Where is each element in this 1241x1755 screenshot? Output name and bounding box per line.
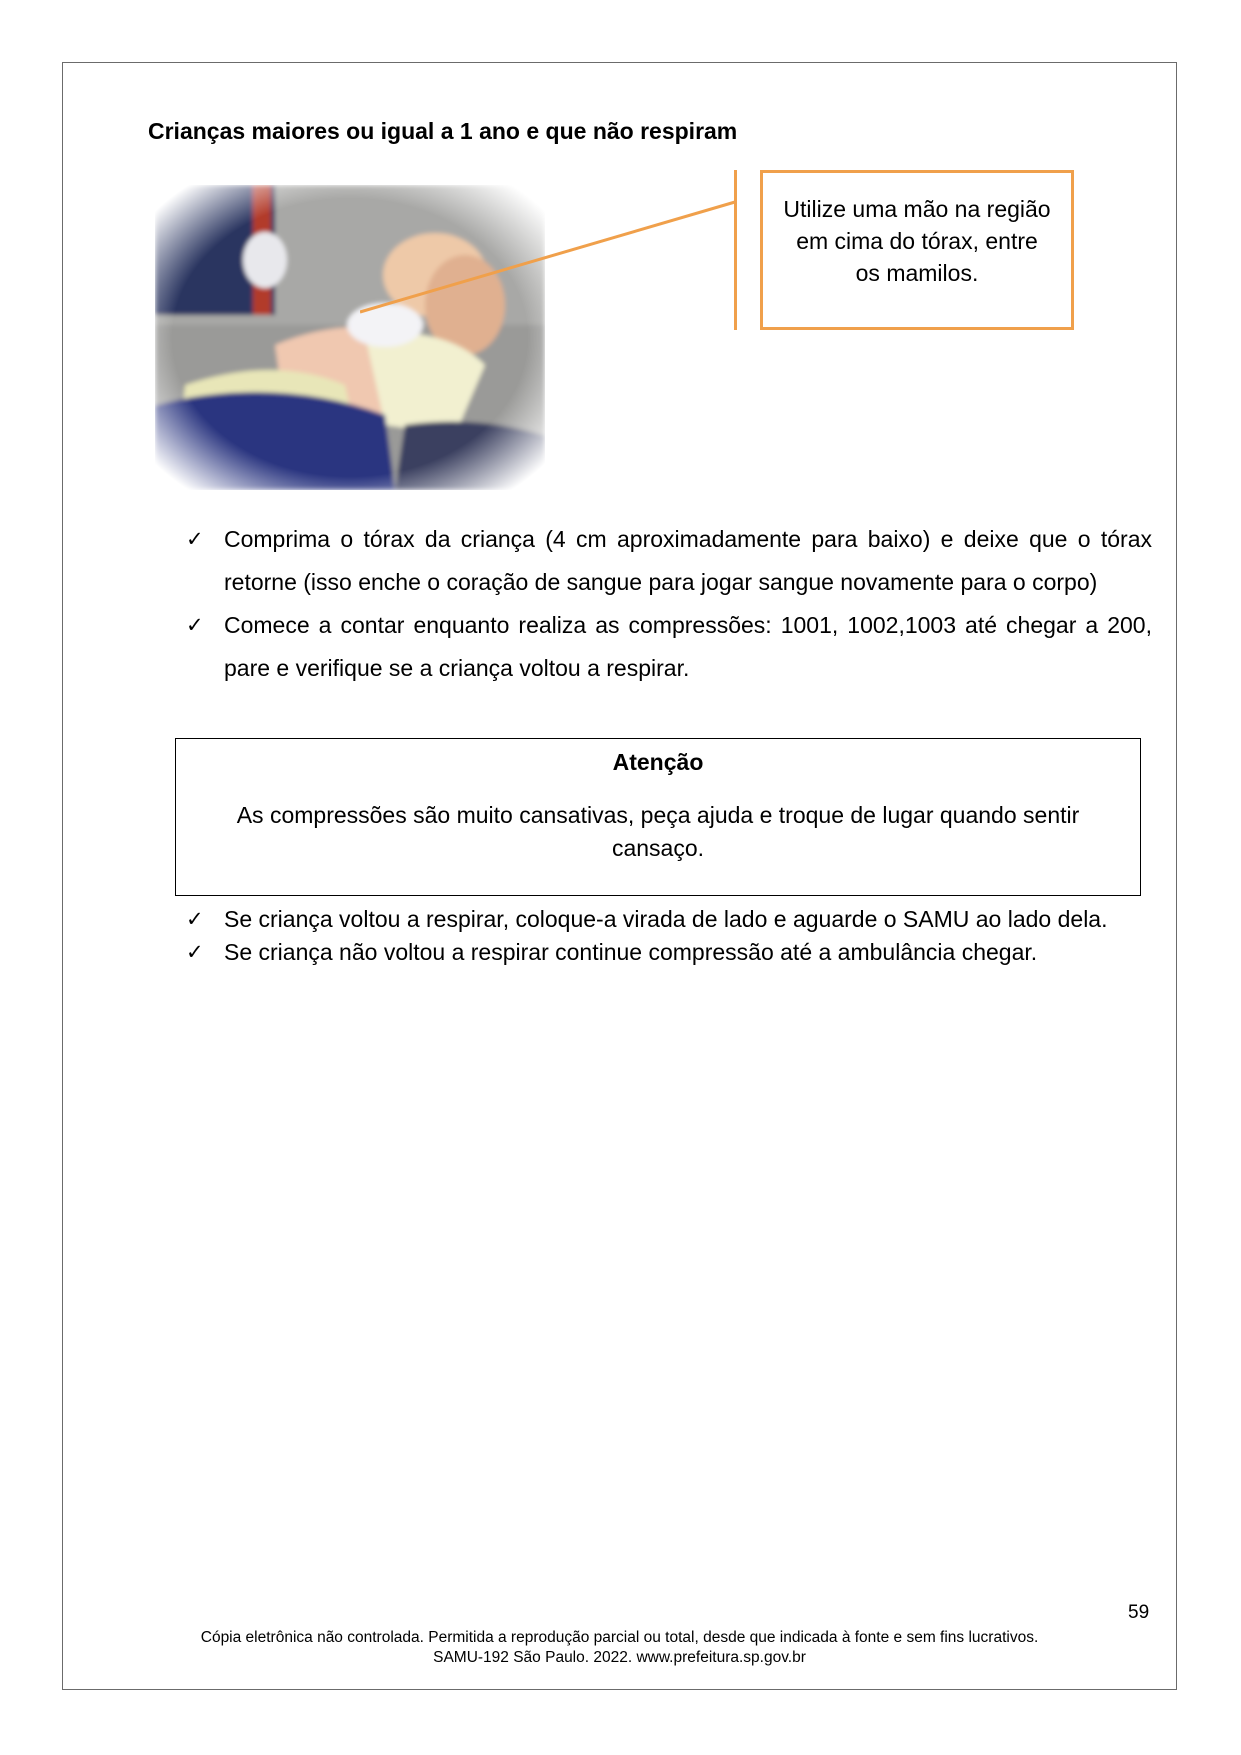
list-item bbox=[186, 518, 1152, 604]
list-item-text: Comprima o tórax da criança (4 cm aproximadamente para baixo) e deixe que o tórax retorne (isso enche o coração de sangue para jogar sangue novamente para o corpo) bbox=[224, 526, 1152, 595]
list-item-text: Comece a contar enquanto realiza as compressões: 1001, 1002,1003 até chegar a 200, pare e verifique se a criança voltou a respirar. bbox=[224, 612, 1152, 681]
footer-line-1: Cópia eletrônica não controlada. Permitida a reprodução parcial ou total, desde que indicada à fonte e sem fins lucrativos. bbox=[200, 1629, 1039, 1646]
attention-box bbox=[175, 738, 1141, 896]
checkmark-icon: ✓ bbox=[186, 527, 204, 551]
checkmark-icon: ✓ bbox=[186, 907, 204, 931]
page-number: 59 bbox=[1128, 1602, 1150, 1623]
list-item bbox=[186, 903, 1152, 936]
instruction-list-a bbox=[186, 518, 1152, 690]
attention-title: Atenção bbox=[612, 749, 704, 775]
callout-bar bbox=[734, 170, 737, 330]
list-item bbox=[186, 936, 1152, 969]
section-heading: Crianças maiores ou igual a 1 ano e que não respiram bbox=[148, 118, 738, 144]
footer-line-2: SAMU-192 São Paulo. 2022. www.prefeitura.sp.gov.br bbox=[433, 1649, 806, 1666]
callout-text: Utilize uma mão na região em cima do tórax, entre os mamilos. bbox=[783, 196, 1051, 286]
callout-connector bbox=[360, 170, 740, 320]
list-item-text: Se criança não voltou a respirar continue compressão até a ambulância chegar. bbox=[224, 939, 1038, 965]
callout-box bbox=[760, 170, 1074, 330]
attention-text: As compressões são muito cansativas, peça ajuda e troque de lugar quando sentir cansaço. bbox=[236, 802, 1080, 861]
list-item-text: Se criança voltou a respirar, coloque-a virada de lado e aguarde o SAMU ao lado dela. bbox=[224, 906, 1108, 932]
footer bbox=[62, 1628, 1177, 1668]
list-item bbox=[186, 604, 1152, 690]
checkmark-icon: ✓ bbox=[186, 613, 204, 637]
instruction-list-b bbox=[186, 903, 1152, 969]
checkmark-icon: ✓ bbox=[186, 940, 204, 964]
